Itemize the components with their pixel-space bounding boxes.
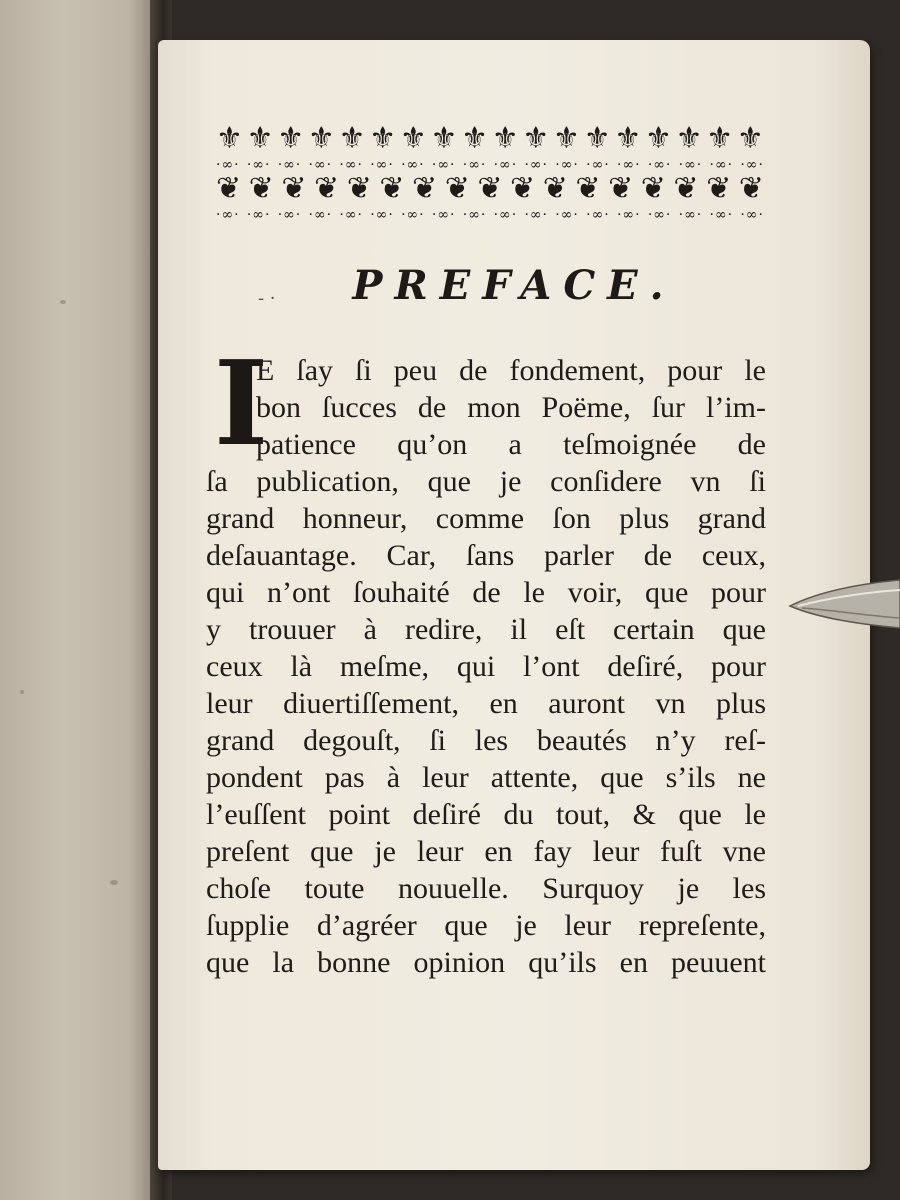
scroll-ornament-icon: ❦ <box>542 171 568 206</box>
fleur-de-lis-row <box>216 121 764 156</box>
ornament-dot-icon: ·∞· <box>586 157 610 173</box>
ornament-dot-icon: ·∞· <box>524 157 548 173</box>
ornament-dot-icon: ·∞· <box>216 157 240 173</box>
drop-cap: I <box>214 336 269 472</box>
fleur-de-lis-icon: ⚜ <box>369 121 397 156</box>
fleur-de-lis-icon: ⚜ <box>399 121 427 156</box>
text-line: leur diuertiſſement, en auront vn plus <box>206 687 766 720</box>
scroll-ornament-icon: ❦ <box>575 171 601 206</box>
scroll-ornament-icon: ❦ <box>608 171 634 206</box>
ornament-dot-row <box>216 158 764 172</box>
text-line: preſent que je leur en fay leur fuſt vne <box>206 835 766 868</box>
page-title: PREFACE. <box>352 262 676 309</box>
text-line: ceux là meſme, qui l’ont deſiré, pour <box>206 650 766 683</box>
scroll-ornament-icon: ❦ <box>314 171 340 206</box>
fleur-de-lis-icon: ⚜ <box>338 121 366 156</box>
ornament-dot-icon: ·∞· <box>555 157 579 173</box>
ornament-dot-icon: ·∞· <box>431 207 456 223</box>
scroll-ornament-icon: ❦ <box>412 171 438 206</box>
ornament-dot-icon: ·∞· <box>678 157 703 173</box>
paper-speck <box>20 690 24 694</box>
scroll-ornament-icon: ❦ <box>248 171 274 206</box>
scroll-ornament-icon: ❦ <box>216 171 242 206</box>
paper-speck <box>110 880 118 885</box>
fleur-de-lis-icon: ⚜ <box>461 121 489 156</box>
fleur-de-lis-icon: ⚜ <box>491 121 519 156</box>
text-line: qui n’ont ſouhaité de le voir, que pour <box>206 576 766 609</box>
fleur-de-lis-icon: ⚜ <box>583 121 611 156</box>
text-line: y trouuer à redire, il eſt certain que <box>206 613 766 646</box>
fleur-de-lis-icon: ⚜ <box>706 121 734 156</box>
ornament-dot-icon: ·∞· <box>616 207 641 223</box>
fleur-de-lis-icon: ⚜ <box>644 121 672 156</box>
fleur-de-lis-icon: ⚜ <box>277 121 305 156</box>
scroll-ornament-icon: ❦ <box>444 171 470 206</box>
ornament-dot-icon: ·∞· <box>555 207 579 223</box>
ornament-dot-icon: ·∞· <box>709 207 734 223</box>
ornament-dot-icon: ·∞· <box>462 207 487 223</box>
fleur-de-lis-icon: ⚜ <box>614 121 642 156</box>
ornament-dot-row <box>216 208 764 222</box>
paper-speck <box>60 300 66 304</box>
scroll-ornament-icon: ❦ <box>640 171 666 206</box>
fleur-de-lis-icon: ⚜ <box>736 121 764 156</box>
ornament-dot-icon: ·∞· <box>462 157 487 173</box>
ornament-dot-icon: ·∞· <box>678 207 703 223</box>
scroll-ornament-icon: ❦ <box>510 171 536 206</box>
ornament-dot-icon: ·∞· <box>740 157 764 173</box>
ornament-dot-icon: ·∞· <box>493 157 518 173</box>
text-line: deſauantage. Car, ſans parler de ceux, <box>206 539 766 572</box>
headpiece-ornament <box>216 121 764 244</box>
ornament-dot-icon: ·∞· <box>524 207 548 223</box>
scroll-ornament-icon: ❦ <box>281 171 307 206</box>
fleur-de-lis-icon: ⚜ <box>675 121 703 156</box>
ornament-dot-icon: ·∞· <box>308 207 333 223</box>
ornament-dot-icon: ·∞· <box>216 207 240 223</box>
scroll-ornament-icon: ❦ <box>477 171 503 206</box>
fleur-de-lis-icon: ⚜ <box>246 121 274 156</box>
text-line: l’euſſent point deſiré du tout, & que le <box>206 798 766 831</box>
ornament-dot-icon: ·∞· <box>246 207 271 223</box>
ornament-dot-icon: ·∞· <box>616 157 641 173</box>
ornament-dot-icon: ·∞· <box>401 207 425 223</box>
ornament-dot-icon: ·∞· <box>493 207 518 223</box>
ornament-dot-icon: ·∞· <box>277 207 302 223</box>
text-line: ſa publication, que je conſidere vn ſi <box>206 465 766 498</box>
ornament-dot-icon: ·∞· <box>647 207 672 223</box>
ornament-dot-icon: ·∞· <box>647 157 672 173</box>
text-line: choſe toute nouuelle. Surquoy je les <box>206 872 766 905</box>
scrollwork-row <box>216 171 764 206</box>
ornament-dot-icon: ·∞· <box>586 207 610 223</box>
ornament-dot-icon: ·∞· <box>246 157 271 173</box>
ornament-dot-icon: ·∞· <box>308 157 333 173</box>
text-line: que la bonne opinion qu’ils en peuuent <box>206 946 766 979</box>
text-line: grand degouſt, ſi les beautés n’y reſ- <box>206 724 766 757</box>
scroll-ornament-icon: ❦ <box>379 171 405 206</box>
text-line: ſupplie d’agréer que je leur repreſente, <box>206 909 766 942</box>
text-line: patience qu’on a teſmoignée de <box>256 428 766 461</box>
ornament-dot-icon: ·∞· <box>339 207 363 223</box>
fleur-de-lis-icon: ⚜ <box>216 121 243 156</box>
fleur-de-lis-icon: ⚜ <box>430 121 458 156</box>
scroll-ornament-icon: ❦ <box>673 171 699 206</box>
scroll-ornament-icon: ❦ <box>706 171 732 206</box>
ornament-dot-icon: ·∞· <box>431 157 456 173</box>
ornament-dot-icon: ·∞· <box>370 157 394 173</box>
text-line: grand honneur, comme ſon plus grand <box>206 502 766 535</box>
ornament-dash: - · <box>258 288 276 309</box>
fleur-de-lis-icon: ⚜ <box>307 121 335 156</box>
ornament-dot-icon: ·∞· <box>277 157 302 173</box>
left-page <box>0 0 162 1200</box>
fleur-de-lis-icon: ⚜ <box>522 121 550 156</box>
book-page <box>158 40 870 1170</box>
fleur-de-lis-icon: ⚜ <box>553 121 580 156</box>
preface-text <box>206 352 766 981</box>
ornament-dot-icon: ·∞· <box>339 157 363 173</box>
text-line: bon ſucces de mon Poëme, ſur l’im- <box>256 391 766 424</box>
scroll-ornament-icon: ❦ <box>738 171 764 206</box>
text-line: pondent pas à leur attente, que s’ils ne <box>206 761 766 794</box>
scroll-ornament-icon: ❦ <box>346 171 372 206</box>
ornament-dot-icon: ·∞· <box>401 157 425 173</box>
ornament-dot-icon: ·∞· <box>370 207 394 223</box>
text-line: E ſay ſi peu de fondement, pour le <box>256 354 766 387</box>
ornament-dot-icon: ·∞· <box>740 207 764 223</box>
ornament-dot-icon: ·∞· <box>709 157 734 173</box>
page-bookmark <box>788 578 900 630</box>
